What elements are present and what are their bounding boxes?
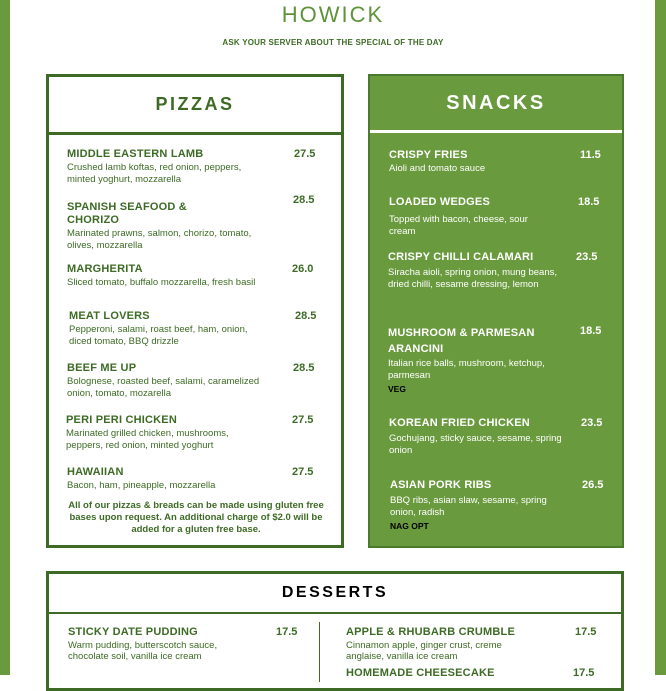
item-price: 28.5 bbox=[293, 362, 315, 374]
right-border-bar bbox=[655, 0, 666, 675]
nag-opt-tag: NAG OPT bbox=[390, 521, 429, 531]
pizzas-section bbox=[46, 74, 344, 548]
item-name: CRISPY CHILLI CALAMARI bbox=[388, 251, 534, 263]
item-price: 23.5 bbox=[576, 251, 598, 263]
item-price: 26.5 bbox=[582, 479, 604, 491]
menu-item bbox=[346, 626, 526, 662]
veg-tag: VEG bbox=[388, 384, 406, 394]
item-price: 11.5 bbox=[580, 149, 601, 161]
item-name: BEEF ME UP bbox=[67, 362, 137, 374]
item-name: PERI PERI CHICKEN bbox=[66, 414, 177, 426]
column-divider bbox=[319, 622, 320, 682]
item-description: Gochujang, sticky sauce, sesame, spring onion bbox=[389, 433, 562, 456]
menu-item bbox=[388, 325, 563, 394]
menu-item bbox=[67, 466, 272, 492]
item-name: STICKY DATE PUDDING bbox=[68, 626, 198, 638]
item-name: MUSHROOM & PARMESAN ARANCINI bbox=[388, 327, 535, 355]
item-name: SPANISH SEAFOOD & CHORIZO bbox=[67, 201, 187, 226]
item-price: 27.5 bbox=[294, 148, 316, 160]
menu-item bbox=[389, 417, 569, 457]
menu-item bbox=[389, 149, 569, 175]
item-price: 18.5 bbox=[578, 196, 600, 208]
item-description: Cinnamon apple, ginger crust, creme anglaise, vanilla ice cream bbox=[346, 640, 502, 662]
desserts-header bbox=[49, 574, 621, 614]
menu-item bbox=[388, 251, 563, 291]
gluten-free-note: All of our pizzas & breads can be made using gluten free bases upon request. An additional charge of $2.0 will be added for a gluten free base. bbox=[68, 500, 324, 535]
item-name: MIDDLE EASTERN LAMB bbox=[67, 148, 204, 160]
item-description: BBQ ribs, asian slaw, sesame, spring onion, radish bbox=[390, 495, 547, 518]
item-description: Italian rice balls, mushroom, ketchup, parmesan bbox=[388, 358, 545, 381]
item-price: 26.0 bbox=[292, 263, 314, 275]
item-name: CRISPY FRIES bbox=[389, 149, 468, 161]
item-price: 28.5 bbox=[295, 310, 317, 322]
menu-item bbox=[390, 479, 550, 531]
item-price: 23.5 bbox=[581, 417, 603, 429]
item-description: Topped with bacon, cheese, sour cream bbox=[389, 214, 528, 237]
item-description: Warm pudding, butterscotch sauce, chocolate soil, vanilla ice cream bbox=[68, 640, 218, 662]
menu-item bbox=[67, 201, 252, 252]
snacks-header bbox=[370, 76, 622, 133]
snacks-title: SNACKS bbox=[446, 91, 546, 114]
item-price: 28.5 bbox=[293, 194, 315, 206]
menu-item bbox=[389, 196, 554, 238]
item-description: Siracha aioli, spring onion, mung beans, dried chilli, sesame dressing, lemon bbox=[388, 267, 557, 290]
pizzas-header bbox=[49, 77, 341, 135]
item-name: MARGHERITA bbox=[67, 263, 143, 275]
item-description: Crushed lamb koftas, red onion, peppers, minted yoghurt, mozzarella bbox=[67, 162, 242, 185]
item-name: LOADED WEDGES bbox=[389, 196, 490, 208]
menu-item bbox=[67, 148, 272, 186]
item-description: Pepperoni, salami, roast beef, ham, onion, diced tomato, BBQ drizzle bbox=[69, 324, 248, 347]
special-notice: ASK YOUR SERVER ABOUT THE SPECIAL OF THE DAY bbox=[222, 38, 444, 47]
desserts-title: DESSERTS bbox=[281, 584, 389, 601]
menu-item bbox=[69, 310, 259, 348]
item-price: 17.5 bbox=[573, 667, 595, 679]
item-name: HAWAIIAN bbox=[67, 466, 124, 478]
item-name: APPLE & RHUBARB CRUMBLE bbox=[346, 626, 515, 638]
item-description: Bacon, ham, pineapple, mozzarella bbox=[67, 480, 216, 491]
item-name: KOREAN FRIED CHICKEN bbox=[389, 417, 530, 429]
brand-title: HOWICK bbox=[281, 2, 385, 27]
menu-item bbox=[67, 362, 262, 400]
menu-item bbox=[346, 667, 526, 680]
item-description: Marinated grilled chicken, mushrooms, peppers, red onion, minted yoghurt bbox=[66, 428, 229, 451]
item-name: HOMEMADE CHEESECAKE bbox=[346, 667, 495, 679]
item-price: 18.5 bbox=[580, 325, 602, 337]
item-description: Bolognese, roasted beef, salami, caramelized onion, tomato, mozarella bbox=[67, 376, 260, 399]
menu-item bbox=[68, 626, 253, 662]
item-price: 17.5 bbox=[575, 626, 597, 638]
item-description: Sliced tomato, buffalo mozzarella, fresh basil bbox=[67, 277, 256, 288]
item-description: Marinated prawns, salmon, chorizo, tomato, olives, mozzarella bbox=[67, 228, 252, 251]
left-border-bar bbox=[0, 0, 10, 675]
item-price: 17.5 bbox=[276, 626, 298, 638]
item-price: 27.5 bbox=[292, 414, 314, 426]
item-description: Aioli and tomato sauce bbox=[389, 163, 486, 174]
pizzas-title: PIZZAS bbox=[155, 94, 235, 114]
menu-item bbox=[67, 263, 272, 289]
item-name: ASIAN PORK RIBS bbox=[390, 479, 492, 491]
desserts-section bbox=[46, 571, 624, 691]
menu-item bbox=[66, 414, 266, 452]
item-name: MEAT LOVERS bbox=[69, 310, 150, 322]
snacks-section bbox=[368, 74, 624, 548]
item-price: 27.5 bbox=[292, 466, 314, 478]
